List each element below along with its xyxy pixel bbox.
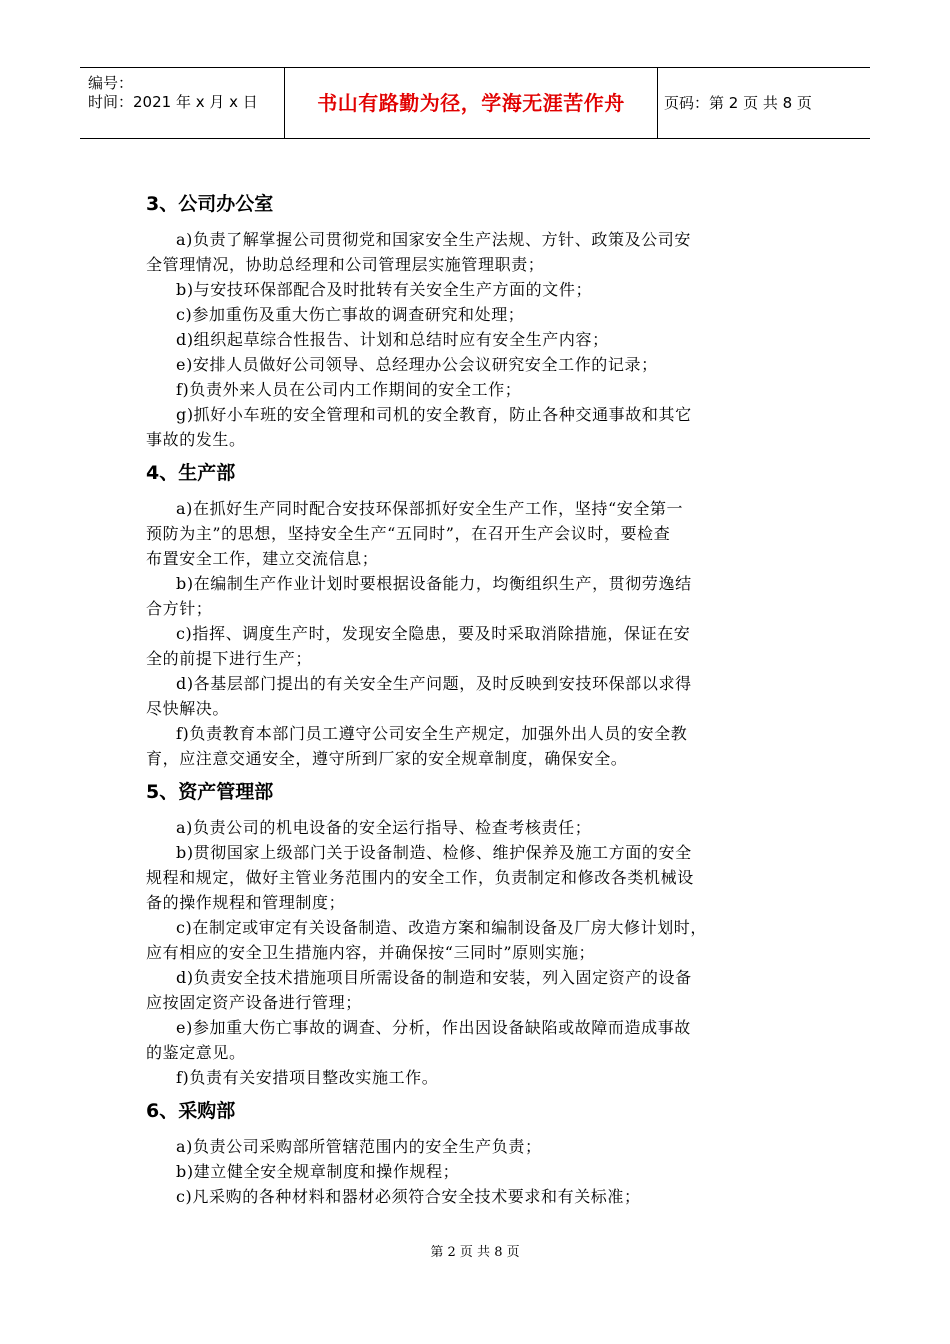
section-title: 3、公司办公室 (146, 193, 274, 215)
paragraph-line: 育，应注意交通安全，遵守所到厂家的安全规章制度，确保安全。 (146, 749, 628, 768)
section-asset-management (146, 780, 806, 1090)
paragraph-line: c)指挥、调度生产时，发现安全隐患，要及时采取消除措施，保证在安 (176, 624, 691, 643)
paragraph-line: a)负责了解掌握公司贯彻党和国家安全生产法规、方针、政策及公司安 (176, 230, 691, 249)
paragraph-line: 应按固定资产设备进行管理； (146, 993, 362, 1012)
paragraph-line: b)建立健全安全规章制度和操作规程； (176, 1162, 460, 1181)
header-motto-cell (285, 68, 658, 138)
paragraph-line: d)各基层部门提出的有关安全生产问题，及时反映到安技环保部以求得 (176, 674, 692, 693)
paragraph-line: 事故的发生。 (146, 430, 246, 449)
paragraph-line: 全的前提下进行生产； (146, 649, 313, 668)
paragraph-line: g)抓好小车班的安全管理和司机的安全教育，防止各种交通事故和其它 (176, 405, 692, 424)
paragraph-line: c)在制定或审定有关设备制造、改造方案和编制设备及厂房大修计划时， (176, 918, 708, 937)
section-title: 5、资产管理部 (146, 781, 274, 803)
section-procurement (146, 1099, 806, 1209)
paragraph-line: a)负责公司的机电设备的安全运行指导、检查考核责任； (176, 818, 592, 837)
paragraph-line: a)负责公司采购部所管辖范围内的安全生产负责； (176, 1137, 542, 1156)
header-page-cell (658, 68, 870, 138)
section-title: 6、采购部 (146, 1100, 236, 1122)
paragraph-line: 合方针； (146, 599, 213, 618)
page-header (80, 67, 870, 139)
paragraph-line: c)参加重伤及重大伤亡事故的调查研究和处理； (176, 305, 525, 324)
paragraph-line: a)在抓好生产同时配合安技环保部抓好安全生产工作，坚持“安全第一 (176, 499, 684, 518)
paragraph-line: d)组织起草综合性报告、计划和总结时应有安全生产内容； (176, 330, 609, 349)
section-title: 4、生产部 (146, 462, 236, 484)
paragraph-line: 预防为主”的思想，坚持安全生产“五同时”，在召开生产会议时，要检查 (146, 524, 671, 543)
paragraph-line: f)负责外来人员在公司内工作期间的安全工作； (176, 380, 522, 399)
paragraph-line: b)与安技环保部配合及时批转有关安全生产方面的文件； (176, 280, 593, 299)
paragraph-line: 应有相应的安全卫生措施内容，并确保按“三同时”原则实施； (146, 943, 596, 962)
paragraph-line: 尽快解决。 (146, 699, 230, 718)
document-time-label: 时间：2021 年 x 月 x 日 (88, 93, 258, 111)
paragraph-line: e)安排人员做好公司领导、总经理办公会议研究安全工作的记录； (176, 355, 658, 374)
paragraph-line: e)参加重大伤亡事故的调查、分析，作出因设备缺陷或故障而造成事故 (176, 1018, 691, 1037)
header-page-code: 页码：第 2 页 共 8 页 (664, 94, 812, 112)
paragraph-line: 布置安全工作，建立交流信息； (146, 549, 379, 568)
paragraph-line: 备的操作规程和管理制度； (146, 893, 346, 912)
document-number-label: 编号： (88, 74, 134, 92)
paragraph-line: c)凡采购的各种材料和器材必须符合安全技术要求和有关标准； (176, 1187, 641, 1206)
page-footer: 第 2 页 共 8 页 (430, 1245, 520, 1260)
paragraph-line: b)在编制生产作业计划时要根据设备能力，均衡组织生产，贯彻劳逸结 (176, 574, 692, 593)
document-body (146, 192, 806, 1209)
paragraph-line: 全管理情况，协助总经理和公司管理层实施管理职责； (146, 255, 545, 274)
paragraph-line: b)贯彻国家上级部门关于设备制造、检修、维护保养及施工方面的安全 (176, 843, 692, 862)
section-production (146, 461, 806, 771)
paragraph-line: 的鉴定意见。 (146, 1043, 246, 1062)
paragraph-line: 规程和规定，做好主管业务范围内的安全工作，负责制定和修改各类机械设 (146, 868, 694, 887)
header-motto: 书山有路勤为径，学海无涯苦作舟 (317, 91, 625, 115)
paragraph-line: f)负责教育本部门员工遵守公司安全生产规定，加强外出人员的安全教 (176, 724, 688, 743)
paragraph-line: f)负责有关安措项目整改实施工作。 (176, 1068, 439, 1087)
header-meta-cell (80, 68, 285, 138)
paragraph-line: d)负责安全技术措施项目所需设备的制造和安装，列入固定资产的设备 (176, 968, 692, 987)
section-office (146, 192, 806, 452)
